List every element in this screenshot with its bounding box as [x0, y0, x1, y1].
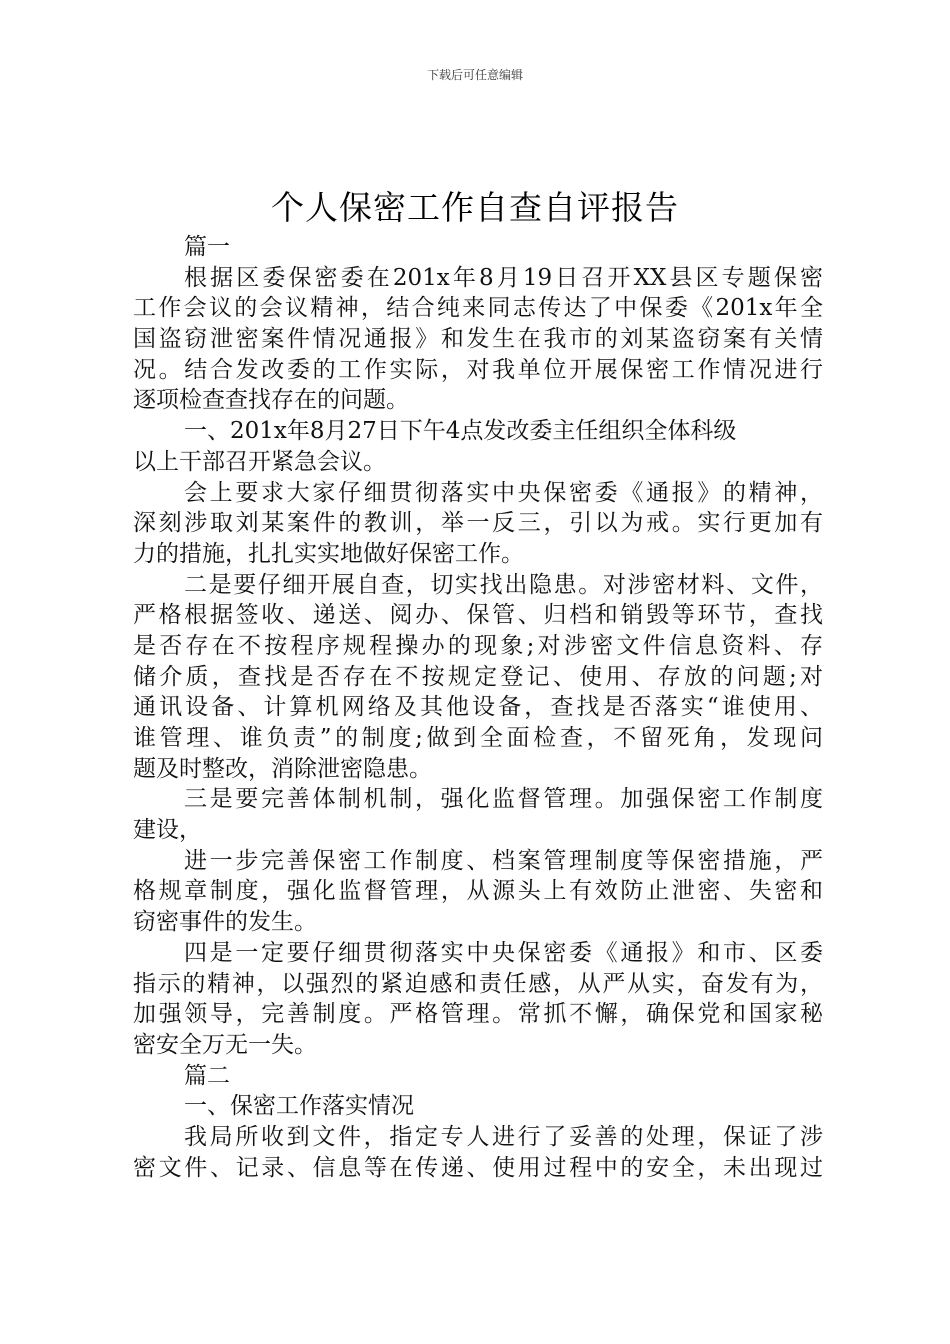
body-line: 题及时整改，消除泄密隐患。 [133, 755, 432, 782]
body-line: 二是要仔细开展自查，切实找出隐患。对涉密材料、文件， [184, 571, 823, 598]
body-line: 篇一 [184, 234, 230, 260]
body-line: 通讯设备、计算机网络及其他设备，查找是否落实“谁使用、 [133, 694, 823, 721]
body-line: 工作会议的会议精神，结合纯来同志传达了中保委《201x年全 [133, 295, 823, 322]
document-title: 个人保密工作自查自评报告 [271, 188, 679, 227]
body-line: 以上干部召开紧急会议。 [133, 448, 386, 475]
body-line: 密文件、记录、信息等在传递、使用过程中的安全，未出现过 [133, 1154, 823, 1181]
body-line: 逐项检查查找存在的问题。 [133, 387, 409, 414]
body-line: 密安全万无一失。 [133, 1031, 317, 1058]
body-line: 储介质，查找是否存在不按规定登记、使用、存放的问题;对 [133, 663, 823, 690]
body-line: 窃密事件的发生。 [133, 909, 317, 936]
page-header-note: 下载后可任意编辑 [426, 68, 523, 82]
body-line: 我局所收到文件，指定专人进行了妥善的处理，保证了涉 [184, 1123, 823, 1150]
body-line: 建设， [133, 817, 202, 844]
body-line: 篇二 [184, 1062, 230, 1089]
body-line: 格规章制度，强化监督管理，从源头上有效防止泄密、失密和 [133, 878, 823, 905]
body-line: 指示的精神，以强烈的紧迫感和责任感，从严从实，奋发有为， [133, 970, 823, 997]
body-line: 严格根据签收、递送、阅办、保管、归档和销毁等环节，查找 [133, 602, 823, 629]
body-line: 四是一定要仔细贯彻落实中央保密委《通报》和市、区委 [184, 939, 823, 966]
body-line: 谁管理、谁负责”的制度;做到全面检查，不留死角，发现问 [133, 725, 823, 751]
body-line: 会上要求大家仔细贯彻落实中央保密委《通报》的精神， [184, 479, 823, 506]
body-line: 是否存在不按程序规程操办的现象;对涉密文件信息资料、存 [133, 632, 823, 659]
body-line: 国盗窃泄密案件情况通报》和发生在我市的刘某盗窃案有关情 [133, 326, 823, 353]
document-body [133, 232, 823, 1183]
body-line: 一、保密工作落实情况 [184, 1093, 414, 1120]
body-line: 深刻涉取刘某案件的教训，举一反三，引以为戒。实行更加有 [133, 510, 823, 537]
body-line: 三是要完善体制机制，强化监督管理。加强保密工作制度 [184, 786, 823, 813]
body-line: 进一步完善保密工作制度、档案管理制度等保密措施，严 [184, 847, 823, 874]
body-line: 况。结合发改委的工作实际，对我单位开展保密工作情况进行 [133, 356, 823, 383]
body-line: 根据区委保密委在201x年8月19日召开XX县区专题保密 [184, 264, 823, 291]
body-line: 一、201x年8月27日下午4点发改委主任组织全体科级 [184, 418, 737, 445]
body-line: 力的措施，扎扎实实地做好保密工作。 [133, 540, 524, 567]
body-line: 加强领导，完善制度。严格管理。常抓不懈，确保党和国家秘 [133, 1001, 823, 1028]
